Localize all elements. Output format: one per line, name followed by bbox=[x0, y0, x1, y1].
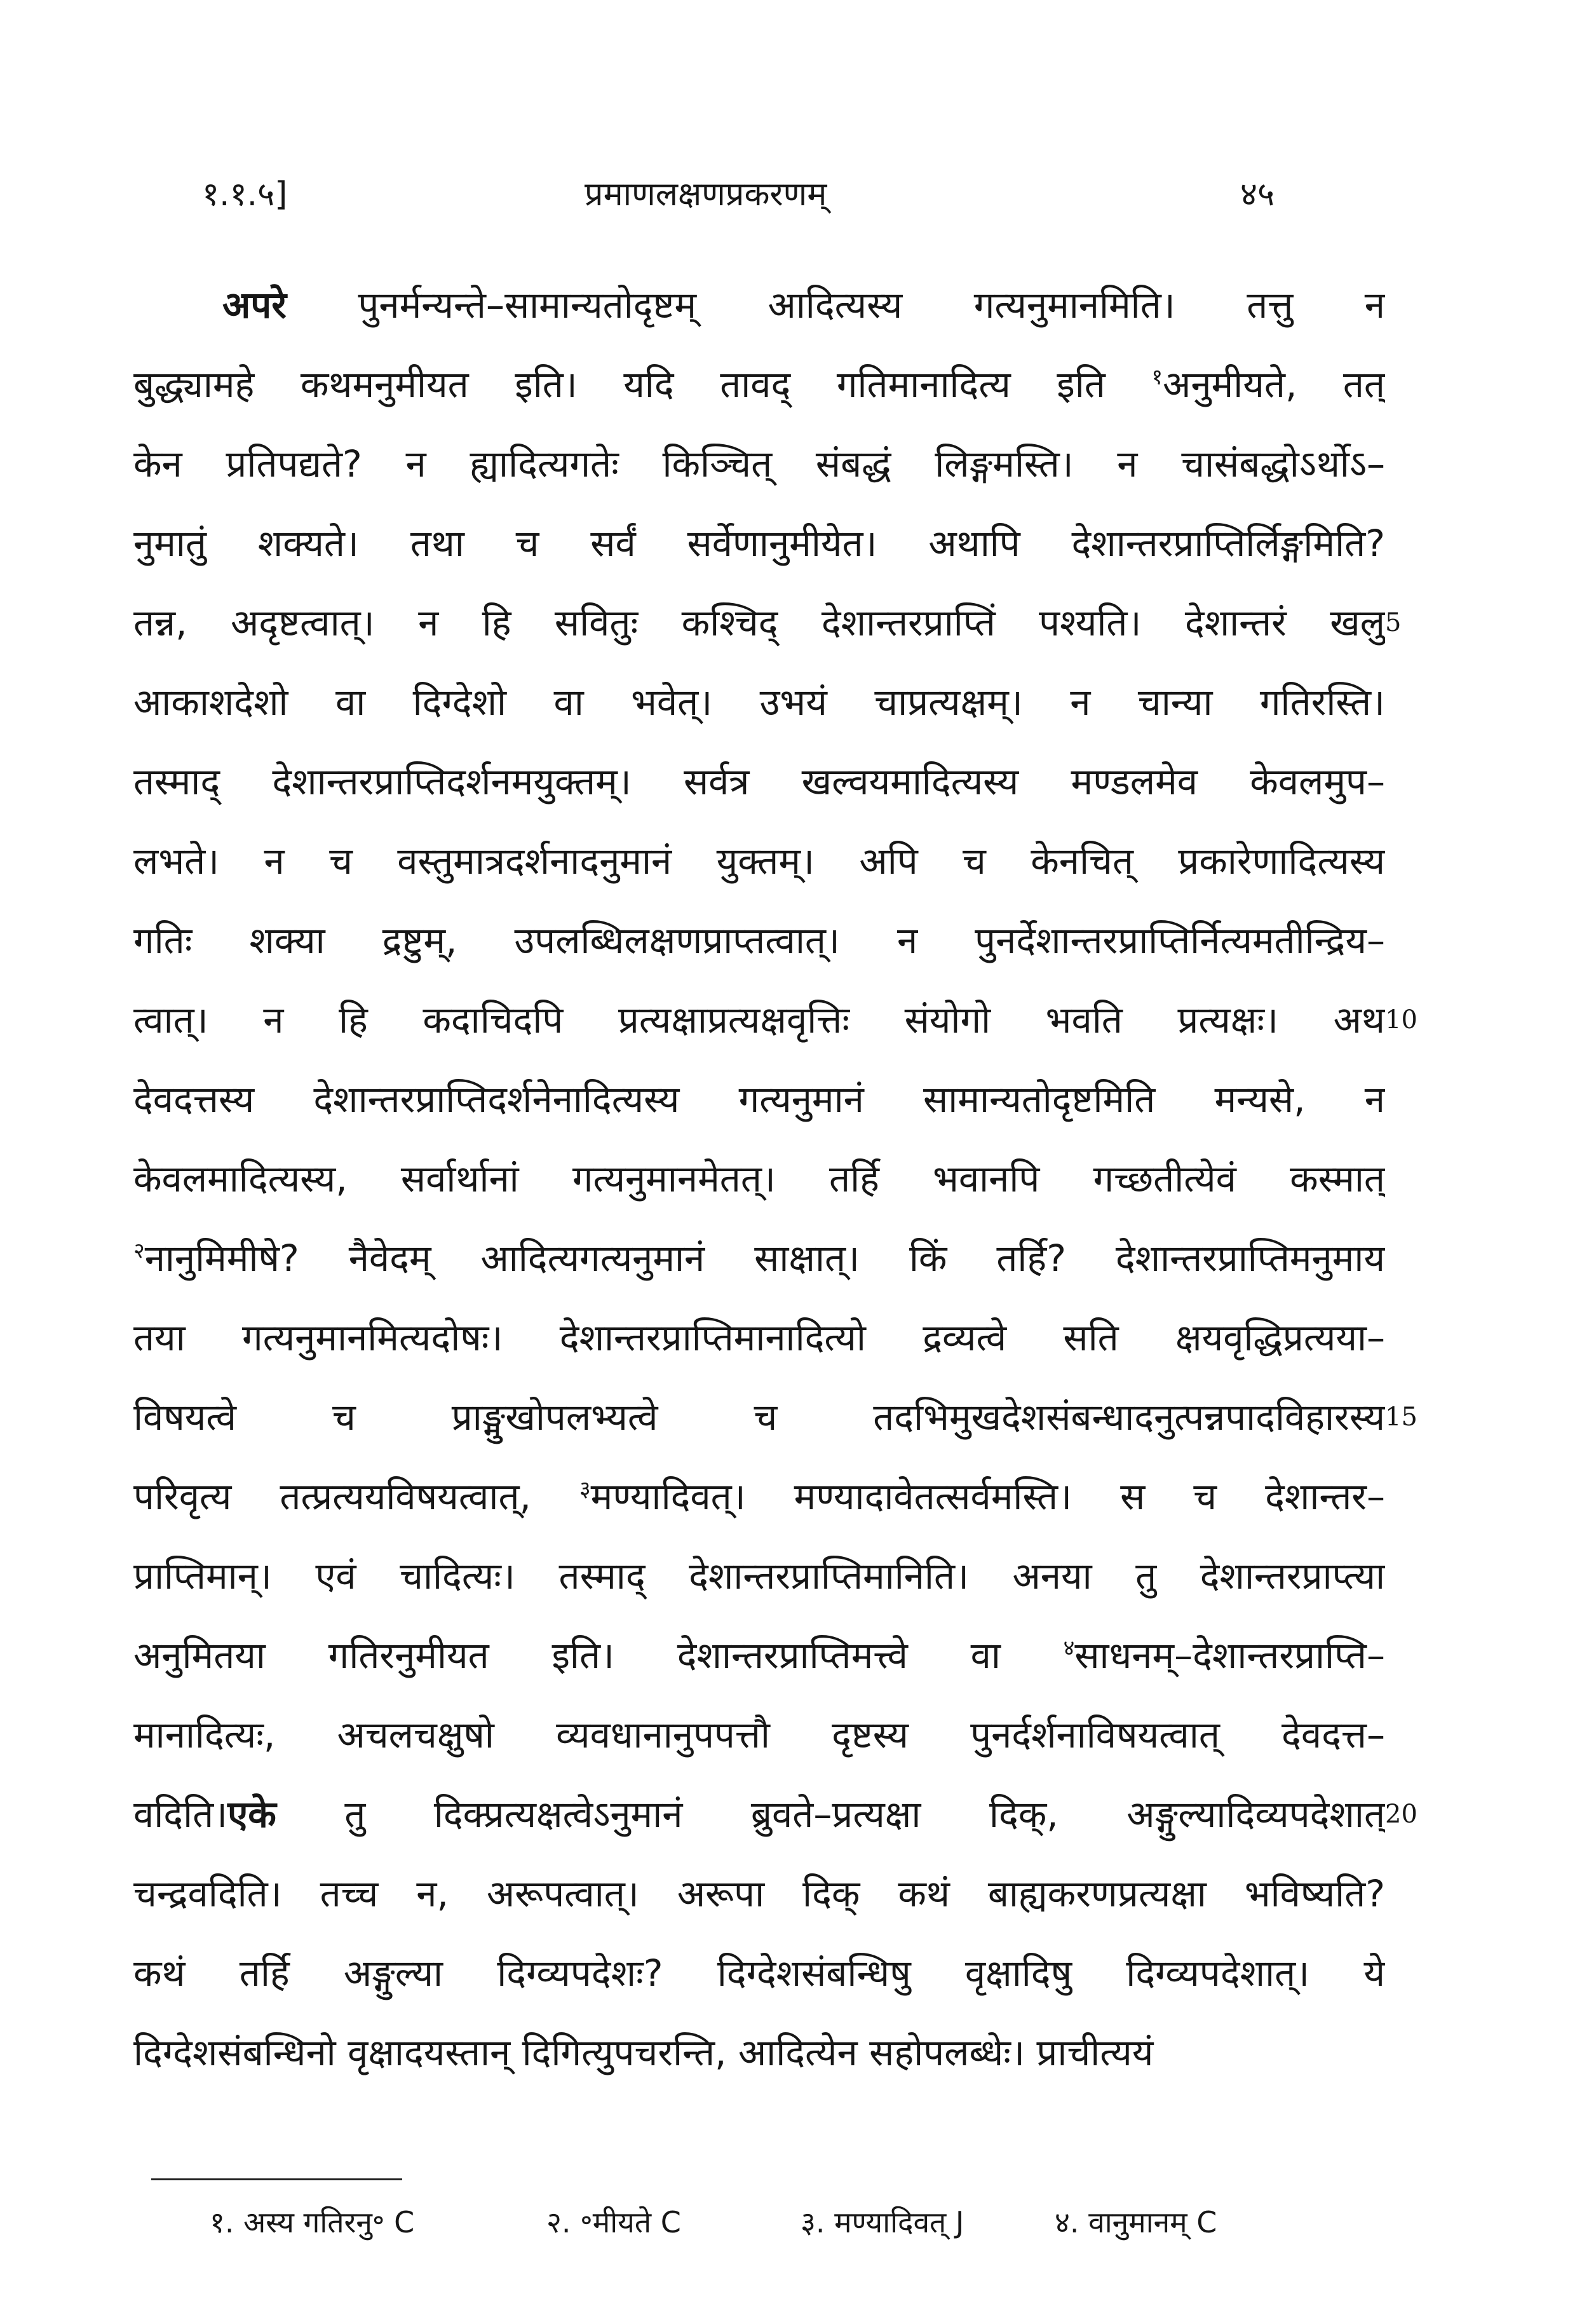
line-text: वदिति। bbox=[133, 1793, 228, 1836]
text-line: आकाशदेशो वा दिग्देशो वा भवेत्। उभयं चाप्रत्यक्षम्। न चान्या गतिरस्ति। bbox=[133, 681, 1385, 724]
text-line: तस्माद् देशान्तरप्राप्तिदर्शनमयुक्तम्। सर्वत्र खल्वयमादित्यस्य मण्डलमेव केवलमुप– bbox=[133, 760, 1385, 803]
text-line: तया गत्यनुमानमित्यदोषः। देशान्तरप्राप्तिमानादित्यो द्रव्यत्वे सति क्षयवृद्धिप्रत्यया– bbox=[133, 1316, 1385, 1359]
section-number: १.१.५] bbox=[202, 175, 288, 214]
text-line bbox=[133, 345, 1385, 424]
footnote-2: २. ॰मीयते C bbox=[546, 2205, 681, 2239]
footnote-mark: १ bbox=[1151, 364, 1163, 390]
line-text: परिवृत्य तत्प्रत्ययविषयत्वात्, bbox=[133, 1475, 531, 1518]
lead-word: अपरे bbox=[222, 283, 287, 327]
line-number-10: 10 bbox=[1385, 1005, 1417, 1035]
bold-term: एके bbox=[227, 1793, 276, 1836]
text-line bbox=[133, 266, 1385, 345]
page-header bbox=[0, 170, 1596, 240]
footnotes bbox=[210, 2194, 1353, 2251]
text-line: विषयत्वे च प्राङ्मुखोपलभ्यत्वे च तदभिमुखदेशसंबन्धादनुत्पन्नपादविहारस्य bbox=[133, 1395, 1385, 1439]
footnote-4: ४. वानुमानम् C bbox=[1055, 2205, 1217, 2239]
footnote-3: ३. मण्यादिवत् J bbox=[801, 2205, 964, 2239]
line-text: पुनर्मन्यन्ते–सामान्यतोदृष्टम् आदित्यस्य गत्यनुमानमिति। तत्तु न bbox=[358, 283, 1385, 327]
text-line: देवदत्तस्य देशान्तरप्राप्तिदर्शनेनादित्यस्य गत्यनुमानं सामान्यतोदृष्टमिति मन्यसे, न bbox=[133, 1078, 1385, 1121]
line-text: बुद्ध्यामहे कथमनुमीयत इति। यदि तावद् गतिमानादित्य इति bbox=[133, 363, 1106, 406]
line-number-5: 5 bbox=[1385, 608, 1402, 637]
line-text: नानुमिमीषे? नैवेदम् आदित्यगत्यनुमानं साक्षात्। किं तर्हि? देशान्तरप्राप्तिमनुमाय bbox=[144, 1237, 1385, 1280]
text-line: केवलमादित्यस्य, सर्वार्थानां गत्यनुमानमेतत्। तर्हि भवानपि गच्छतीत्येवं कस्मात् bbox=[133, 1157, 1385, 1200]
page-number: ४५ bbox=[1240, 175, 1275, 214]
text-line: त्वात्। न हि कदाचिदपि प्रत्यक्षाप्रत्यक्षवृत्तिः संयोगो भवति प्रत्यक्षः। अथ bbox=[133, 998, 1385, 1042]
line-text: मण्यादिवत्। मण्यादावेतत्सर्वमस्ति। स च देशान्तर– bbox=[590, 1475, 1385, 1518]
main-paragraph bbox=[133, 266, 1385, 2093]
text-line bbox=[133, 1457, 1385, 1537]
text-line: कथं तर्हि अङ्गुल्या दिग्व्यपदेशः? दिग्देशसंबन्धिषु वृक्षादिषु दिग्व्यपदेशात्। ये bbox=[133, 1952, 1385, 1995]
text-line: तन्न, अदृष्टत्वात्। न हि सवितुः कश्चिद् देशान्तरप्राप्तिं पश्यति। देशान्तरं खलु bbox=[133, 601, 1385, 644]
text-line: दिग्देशसंबन्धिनो वृक्षादयस्तान् दिगित्युपचरन्ति, आदित्येन सहोपलब्धेः। प्राचीत्ययं bbox=[133, 2031, 1154, 2074]
text-line: प्राप्तिमान्। एवं चादित्यः। तस्माद् देशान्तरप्राप्तिमानिति। अनया तु देशान्तरप्राप्त्या bbox=[133, 1554, 1385, 1598]
footnote-mark: २ bbox=[133, 1238, 145, 1264]
line-text: तु दिक्प्रत्यक्षत्वेऽनुमानं ब्रुवते–प्रत्यक्षा दिक्, अङ्गुल्यादिव्यपदेशात् bbox=[344, 1793, 1385, 1836]
text-line: नुमातुं शक्यते। तथा च सर्वं सर्वेणानुमीयेत। अथापि देशान्तरप्राप्तिर्लिङ्गमिति? bbox=[133, 522, 1385, 565]
text-line bbox=[133, 1219, 1385, 1298]
footnote-mark: ३ bbox=[579, 1476, 591, 1502]
footnote-mark: ४ bbox=[1063, 1635, 1075, 1661]
footnote-1: १. अस्य गतिरनु॰ C bbox=[210, 2205, 415, 2239]
line-text: अनुमीयते, तत् bbox=[1163, 363, 1385, 406]
text-line: लभते। न च वस्तुमात्रदर्शनादनुमानं युक्तम्। अपि च केनचित् प्रकारेणादित्यस्य bbox=[133, 839, 1385, 883]
text-line: केन प्रतिपद्यते? न ह्यादित्यगतेः किञ्चित् संबद्धं लिङ्गमस्ति। न चासंबद्धोऽर्थोऽ– bbox=[133, 442, 1385, 485]
line-number-20: 20 bbox=[1385, 1800, 1417, 1829]
running-title: प्रमाणलक्षणप्रकरणम् bbox=[585, 175, 827, 214]
text-line bbox=[133, 1775, 1385, 1854]
line-text: साधनम्–देशान्तरप्राप्ति– bbox=[1074, 1634, 1385, 1677]
text-line: चन्द्रवदिति। तच्च न, अरूपत्वात्। अरूपा दिक् कथं बाह्यकरणप्रत्यक्षा भविष्यति? bbox=[133, 1872, 1385, 1915]
text-line bbox=[133, 1616, 1385, 1695]
text-line: मानादित्यः, अचलचक्षुषो व्यवधानानुपपत्तौ दृष्टस्य पुनर्दर्शनाविषयत्वात् देवदत्त– bbox=[133, 1713, 1385, 1756]
text-line: गतिः शक्या द्रष्टुम्, उपलब्धिलक्षणप्राप्तत्वात्। न पुनर्देशान्तरप्राप्तिर्नित्यमतीन्द्रिय– bbox=[133, 919, 1385, 962]
footnote-rule bbox=[151, 2178, 402, 2180]
line-text: अनुमितया गतिरनुमीयत इति। देशान्तरप्राप्तिमत्त्वे वा bbox=[133, 1634, 1001, 1677]
line-number-15: 15 bbox=[1385, 1402, 1417, 1432]
